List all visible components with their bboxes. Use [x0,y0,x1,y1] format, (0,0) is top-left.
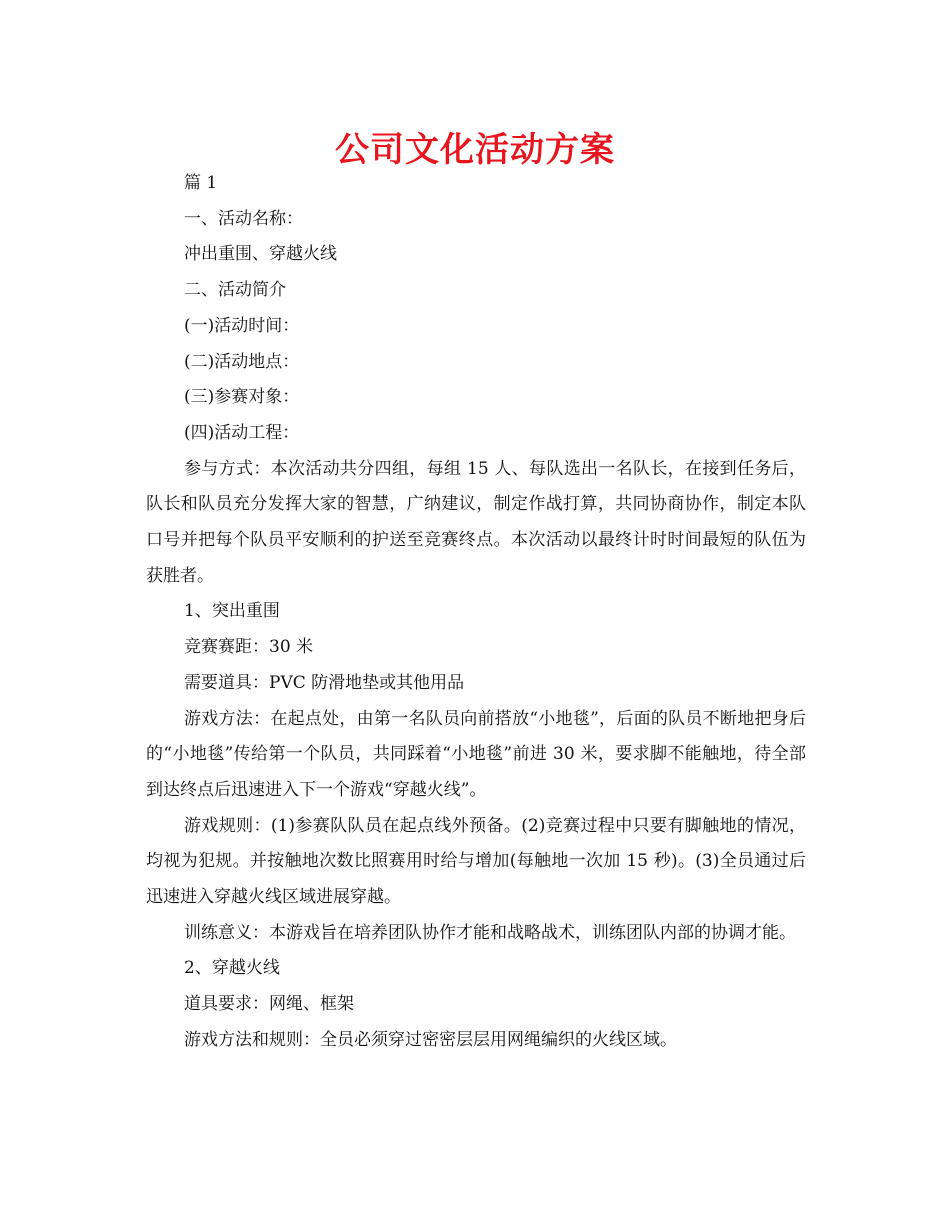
paragraph-section-name: 一、活动名称： [184,208,303,229]
paragraph-game1-meaning: 训练意义：本游戏旨在培养团队协作才能和战略战术，训练团队内部的协调才能。 [184,922,796,943]
paragraph-participation-method: 参与方式：本次活动共分四组，每组 15 人、每队选出一名队长，在接到任务后，队长和队员充分发挥大家的智慧，广纳建议，制定作战打算，共同协商协作，制定本队口号并把每个队员平安顺利的护送至竞赛终点。本次活动以最终计时时间最短的队伍为获胜者。 [146,458,806,586]
document-title: 公司文化活动方案 [335,130,615,170]
paragraph-game1-distance: 竞赛赛距：30 米 [184,637,314,658]
paragraph-activity-time: (一)活动时间： [184,315,300,336]
paragraph-activity-place: (二)活动地点： [184,351,300,372]
paragraph-activity-name: 冲出重围、穿越火线 [184,244,337,265]
paragraph-game2-title: 2、穿越火线 [184,958,280,979]
paragraph-game1-title: 1、突出重围 [184,601,280,622]
paragraph-participants: (三)参赛对象： [184,387,300,408]
paragraph-game1-method: 游戏方法：在起点处，由第一名队员向前搭放“小地毯”，后面的队员不断地把身后的“小地毯”传给第一个队员，共同踩着“小地毯”前进 30 米，要求脚不能触地，待全部到达终点后迅速进入下一个游戏“穿越火线”。 [146,708,806,800]
paragraph-game1-rules: 游戏规则：(1)参赛队队员在起点线外预备。(2)竞赛过程中只要有脚触地的情况，均视为犯规。并按触地次数比照赛用时给与增加(每触地一次加 15 秒)。(3)全员通过后迅速进入穿越火线区域进展穿越。 [146,815,806,908]
paragraph-section-intro: 二、活动简介 [184,280,286,301]
paragraph-heading-part: 篇 1 [184,173,218,193]
document-body [146,166,806,1059]
paragraph-activity-project: (四)活动工程： [184,422,300,443]
paragraph-game2-rules: 游戏方法和规则：全员必须穿过密密层层用网绳编织的火线区域。 [184,1029,677,1050]
paragraph-game2-props: 道具要求：网绳、框架 [184,994,354,1015]
paragraph-game1-props: 需要道具：PVC 防滑地垫或其他用品 [184,672,465,693]
